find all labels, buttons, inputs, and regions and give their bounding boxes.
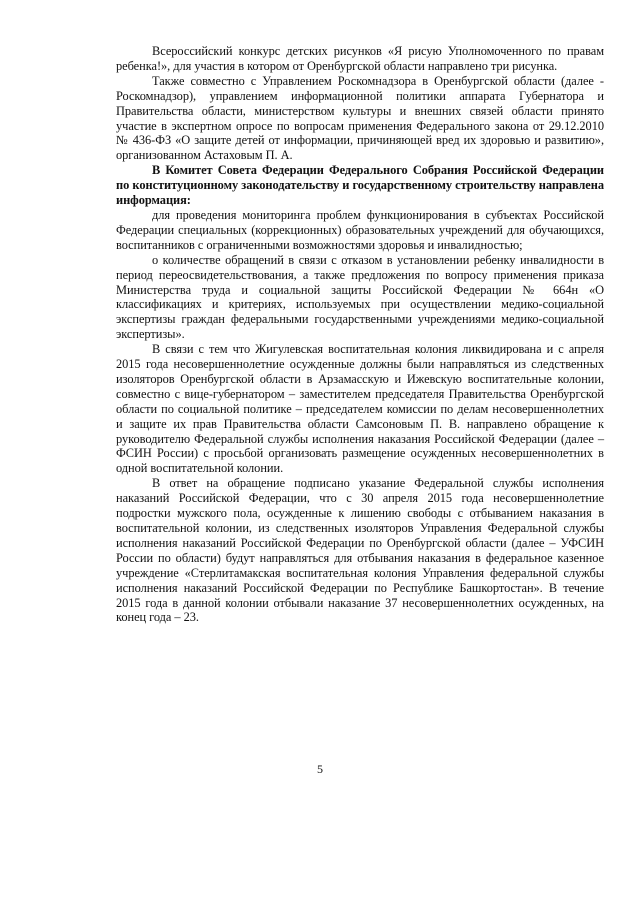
paragraph-fsin-response: В ответ на обращение подписано указание Федеральной службы исполнения наказаний Российской Федерации, что с 30 апреля 2015 года несовершеннолетние подростки мужского пола, осужденные к лишению свободы с отбыванием наказания в воспитательной колонии, из следственных изоляторов Управления Федеральной службы исполнения наказаний Российской Федерации по Оренбургской области (далее – УФСИН России по области) будут направляться для отбывания наказания в федеральное казенное учреждение «Стерлитамакская воспитательная колония Управления федеральной службы исполнения наказаний Российской Федерации по Республике Башкортостан». В течение 2015 года в данной колонии отбывали наказание 37 несовершеннолетних осужденных, на конец года – 23.	[116, 476, 604, 625]
paragraph-federation-council-heading: В Комитет Совета Федерации Федерального Собрания Российской Федерации по конституционному законодательству и государственному строительству направлена информация:	[116, 163, 604, 208]
paragraph-expert-survey: Также совместно с Управлением Роскомнадзора в Оренбургской области (далее - Роскомнадзор), управлением информационной политики аппарата Губернатора и Правительства области, министерством культуры и внешних связей области принято участие в экспертном опросе по вопросам применения Федерального закона от 29.12.2010 № 436-ФЗ «О защите детей от информации, причиняющей вред их здоровью и развитию», организованном Астаховым П. А.	[116, 73, 604, 163]
paragraph-disability-appeals: о количестве обращений в связи с отказом в установлении ребенку инвалидности в период переосвидетельствования, а также предложения по вопросу применения приказа Министерства труда и социальной защиты Российской Федерации № 664н «О классификациях и критериях, используемых при осуществлении медико-социальной экспертизы граждан федеральными государственными учреждениями медико-социальной экспертизы».	[116, 252, 604, 342]
paragraph-colony-liquidation: В связи с тем что Жигулевская воспитательная колония ликвидирована и с апреля 2015 года несовершеннолетние осужденные должны были направляться из следственных изоляторов Оренбургской области в Арзамасскую и Ижевскую воспитательные колонии, совместно с вице-губернатором – заместителем председателя Правительства Оренбургской области по социальной политике – председателем комиссии по делам несовершеннолетних и защите их прав Правительства области Самсоновым П. В. направлено обращение к руководителю Федеральной службы исполнения наказания Российской Федерации (далее – ФСИН России) с просьбой организовать размещение осужденных несовершеннолетних в одной воспитательной колонии.	[116, 342, 604, 476]
page-number: 5	[317, 762, 323, 776]
document-body	[116, 44, 604, 625]
paragraph-monitoring: для проведения мониторинга проблем функционирования в субъектах Российской Федерации специальных (коррекционных) образовательных учреждений для обучающихся, воспитанников с ограниченными возможностями здоровья и инвалидностью;	[116, 207, 604, 252]
paragraph-drawing-contest: Всероссийский конкурс детских рисунков «Я рисую Уполномоченного по правам ребенка!», для участия в котором от Оренбургской области направлено три рисунка.	[116, 44, 604, 73]
